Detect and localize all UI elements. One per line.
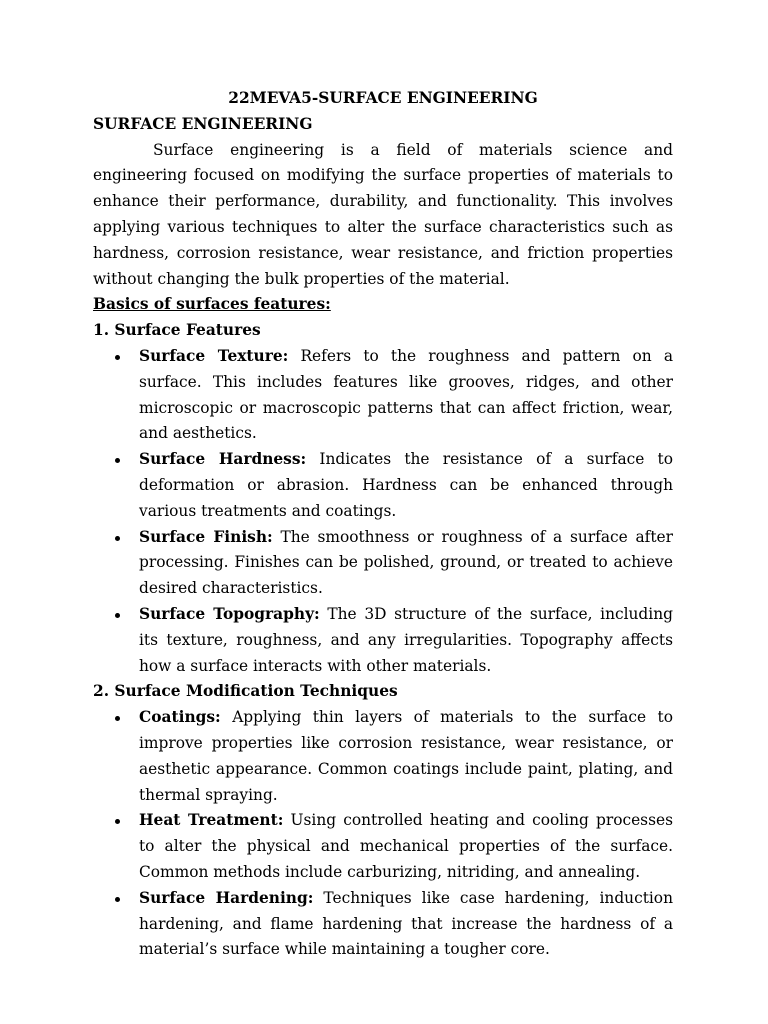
list-item: [93, 525, 673, 602]
list-item-term: Heat Treatment:: [139, 811, 284, 830]
section-2-heading: 2. Surface Modification Techniques: [93, 682, 398, 701]
list-item: [93, 705, 673, 808]
list-item: [93, 602, 673, 679]
section-heading: SURFACE ENGINEERING: [93, 114, 313, 133]
list-item: [93, 447, 673, 524]
list-item-text: Indicates the resistance of a surface to deformation or abrasion. Hardness can be enhanced through various treatments and coatings.: [139, 450, 673, 520]
bullet-icon: [115, 613, 120, 618]
list-item-text: The 3D structure of the surface, including its texture, roughness, and any irregularities. Topography affects how a surface interacts with other materials.: [139, 604, 673, 675]
intro-paragraph: Surface engineering is a field of materials science and engineering focused on modifying the surface properties of materials to enhance their performance, durability, and functionality. This involves applying various techniques to alter the surface characteristics such as hardness, corrosion resistance, wear resistance, and friction properties without changing the bulk properties of the material.: [93, 140, 673, 288]
document-page: [93, 86, 673, 963]
list-item-term: Surface Hardening:: [139, 888, 314, 907]
list-item-text: Using controlled heating and cooling processes to alter the physical and mechanical properties of the surface. Common methods include carburizing, nitriding, and annealing.: [139, 811, 673, 881]
list-item-term: Surface Hardness:: [139, 450, 307, 469]
list-item: [93, 344, 673, 447]
section-surface-modification: [93, 679, 673, 963]
list-item-term: Coatings:: [139, 708, 221, 727]
surface-features-list: [93, 344, 673, 679]
bullet-icon: [115, 536, 120, 541]
bullet-icon: [115, 819, 120, 824]
list-item-text: Refers to the roughness and pattern on a surface. This includes features like grooves, ridges, and other microscopic or macroscopic patterns that can affect friction, wear, and aesthetics.: [139, 346, 673, 443]
bullet-icon: [115, 458, 120, 463]
basics-heading: Basics of surfaces features:: [93, 295, 331, 314]
list-item-term: Surface Topography:: [139, 604, 320, 623]
list-item: [93, 808, 673, 885]
list-item-term: Surface Finish:: [139, 527, 273, 546]
list-item-text: Applying thin layers of materials to the surface to improve properties like corrosion resistance, wear resistance, or aesthetic appearance. Common coatings include paint, plating, and thermal spraying.: [139, 708, 673, 804]
document-title: 22MEVA5-SURFACE ENGINEERING: [228, 89, 538, 107]
bullet-icon: [115, 355, 120, 360]
bullet-icon: [115, 716, 120, 721]
list-item-text: Techniques like case hardening, induction hardening, and flame hardening that increase the hardness of a material’s surface while maintaining a tougher core.: [139, 888, 673, 959]
surface-modification-list: [93, 705, 673, 963]
section-surface-features: [93, 318, 673, 679]
list-item: [93, 886, 673, 963]
list-item-text: The smoothness or roughness of a surface after processing. Finishes can be polished, ground, or treated to achieve desired characteristics.: [139, 527, 673, 598]
section-1-heading: 1. Surface Features: [93, 321, 261, 340]
bullet-icon: [115, 897, 120, 902]
list-item-term: Surface Texture:: [139, 346, 289, 365]
